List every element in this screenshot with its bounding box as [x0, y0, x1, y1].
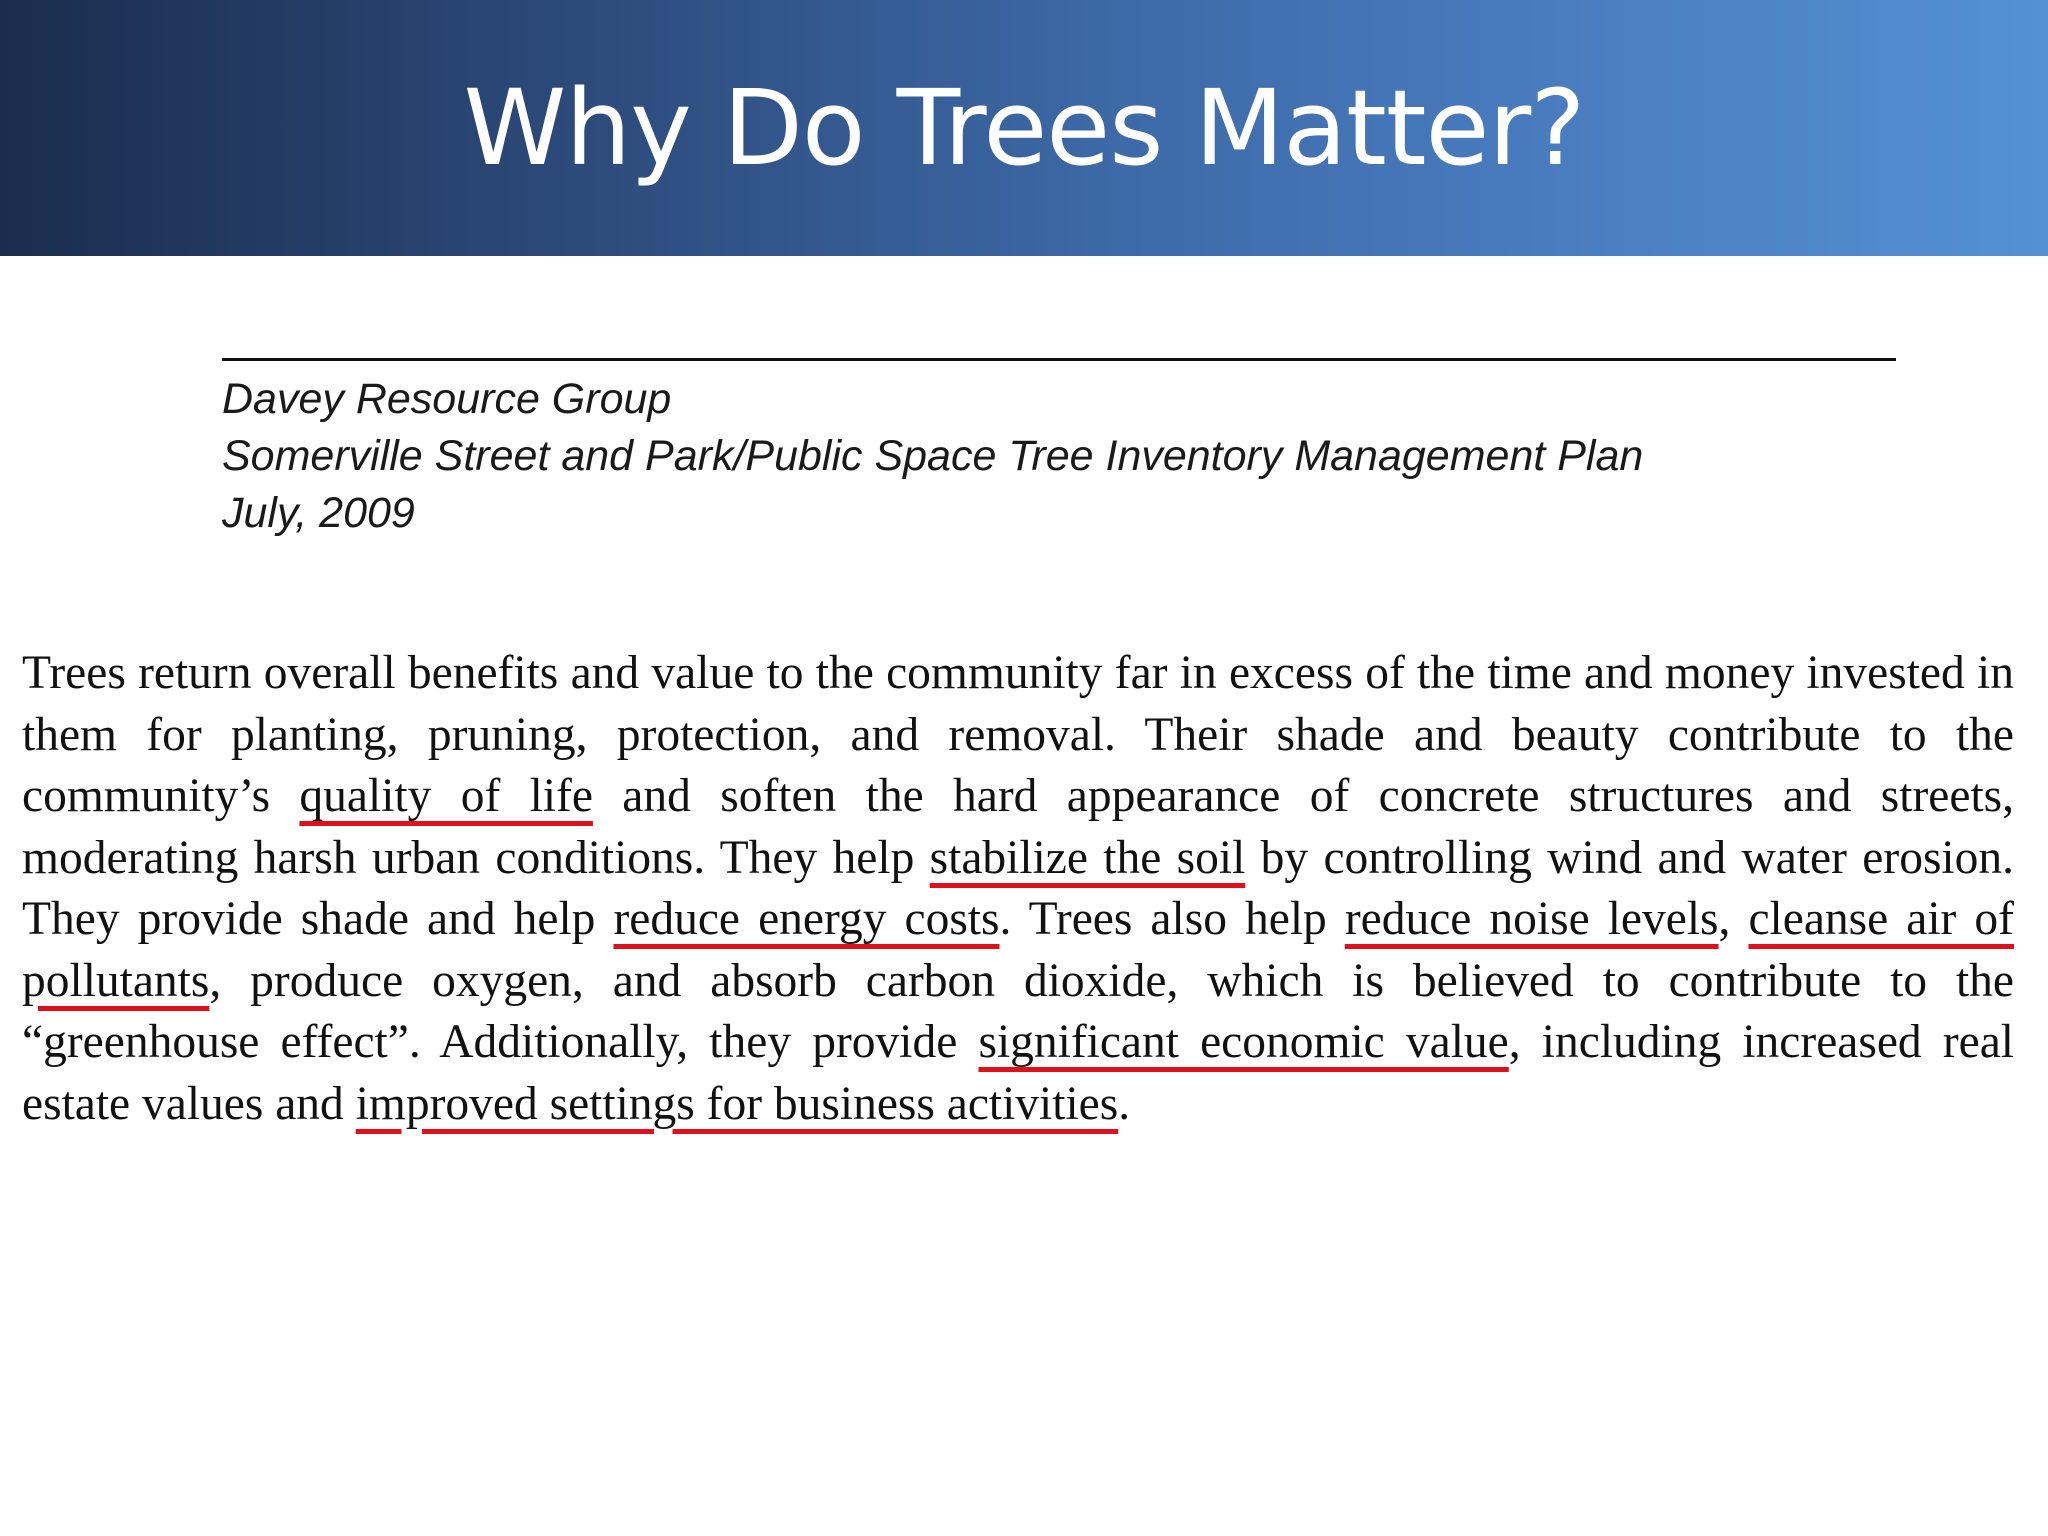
citation-document-title: Somerville Street and Park/Public Space Tree Inventory Management Plan: [222, 432, 1644, 480]
paragraph-text: by controlling wind and water erosion. They provide shade and help: [22, 831, 2014, 945]
paragraph-text: , produce oxygen, and absorb carbon dioxide, which is believed to contribute to the “greenhouse effect”. Additionally, they provide: [22, 954, 2014, 1068]
highlight-cleanse-air: cleanse air of pollutants: [22, 893, 2014, 1007]
paragraph-text: , including increased real estate values and: [22, 1016, 2015, 1130]
paragraph-text: ,: [1718, 893, 1749, 945]
paragraph-text: Trees return overall benefits and value to the community far in excess of the time and money invested in them for planting, pruning, protection, and removal. Their shade and beauty contribute to the community’s: [22, 647, 2014, 822]
paragraph-text: and soften the hard appearance of concrete structures and streets, moderating harsh urban conditions. They help: [22, 770, 2015, 884]
citation-block: [222, 358, 1896, 542]
highlight-reduce-noise-levels: reduce noise levels: [1344, 893, 1719, 945]
highlight-reduce-energy-costs: reduce energy costs: [613, 893, 1000, 945]
slide-title: Why Do Trees Matter?: [463, 67, 1585, 189]
paragraph-text: .: [1118, 1077, 1131, 1130]
citation-author: Davey Resource Group: [222, 375, 672, 423]
highlight-stabilize-soil: stabilize the soil: [929, 831, 1246, 884]
quote-paragraph: [22, 643, 2014, 1135]
highlight-economic-value: significant economic value: [978, 1016, 1509, 1068]
paragraph-text: . Trees also help: [999, 893, 1345, 945]
highlight-business-settings: improved settings for business activities: [355, 1077, 1119, 1130]
highlight-quality-of-life: quality of life: [299, 770, 593, 822]
citation-date: July, 2009: [222, 489, 415, 537]
